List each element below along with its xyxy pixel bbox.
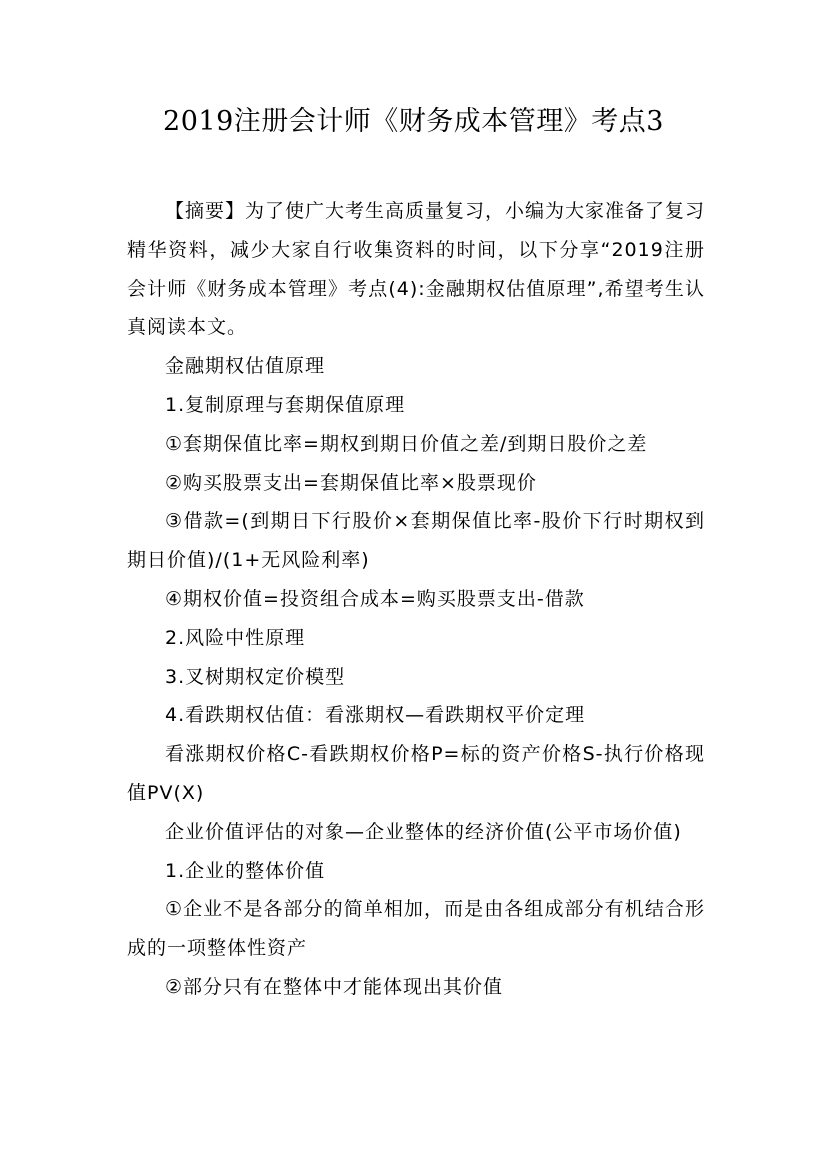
document-body [127,192,705,1007]
list-item: ①套期保值比率=期权到期日价值之差/到期日股价之差 [165,432,648,455]
list-item: 3.叉树期权定价模型 [165,665,346,688]
abstract-paragraph: 【摘要】为了使广大考生高质量复习，小编为大家准备了复习精华资料，减少大家自行收集资料的时间，以下分享“2019注册会计师《财务成本管理》考点(4):金融期权估值原理”,希望考生认真阅读本文。 [127,200,706,339]
list-item: ①企业不是各部分的简单相加，而是由各组成部分有机结合形成的一项整体性资产 [127,898,705,960]
body-paragraph: 看涨期权价格C-看跌期权价格P=标的资产价格S-执行价格现值PV(X) [127,743,705,804]
body-paragraph: 企业价值评估的对象—企业整体的经济价值(公平市场价值) [165,820,682,843]
list-item: ③借款=(到期日下行股价×套期保值比率-股价下行时期权到期日价值)/(1+无风险利率) [127,510,705,572]
list-item: ②部分只有在整体中才能体现出其价值 [165,975,504,998]
document-title: 2019注册会计师《财务成本管理》考点3 [163,106,664,137]
list-item: 4.看跌期权估值：看涨期权—看跌期权平价定理 [165,704,586,727]
list-item: ②购买股票支出=套期保值比率×股票现价 [165,471,537,494]
list-item: ④期权价值=投资组合成本=购买股票支出-借款 [165,587,585,610]
section-heading: 金融期权估值原理 [165,355,326,378]
list-item: 1.复制原理与套期保值原理 [165,393,406,416]
list-item: 2.风险中性原理 [165,626,306,649]
list-item: 1.企业的整体价值 [165,859,326,882]
